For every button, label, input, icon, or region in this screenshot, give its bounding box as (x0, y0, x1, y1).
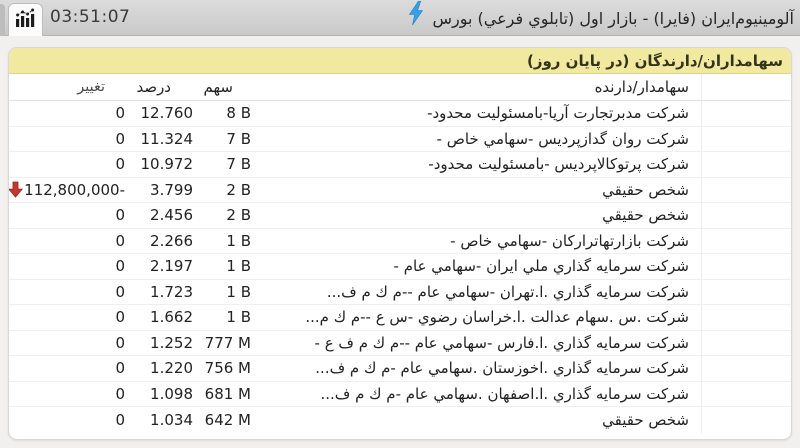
change-value: 0 (115, 410, 125, 429)
gutter-cell (701, 407, 791, 433)
gutter-cell (701, 152, 791, 177)
change-cell (9, 382, 129, 407)
change-cell (9, 305, 129, 330)
shares-cell: 7 B (226, 129, 251, 148)
holder-name-cell: شرکت سرمايه گذاري ملي ايران -سهامي عام - (393, 257, 689, 276)
change-cell (9, 356, 129, 381)
gutter-cell (701, 229, 791, 254)
change-value: 0 (115, 257, 125, 276)
percent-cell: 12.760 (140, 104, 193, 123)
window-title: آلومينيوم‌ايران (فايرا) - بازار اول (تابلوي فرعي) بورس (432, 8, 794, 28)
shareholder-row[interactable] (9, 280, 791, 306)
holder-name-cell: شرکت بازارتهاتراركان -سهامي خاص - (450, 231, 689, 250)
percent-cell: 1.662 (150, 308, 193, 327)
holder-name-cell: شخص حقيقي (602, 206, 689, 225)
change-value: 0 (115, 359, 125, 378)
shareholder-row[interactable] (9, 152, 791, 178)
down-arrow-icon (17, 156, 34, 173)
down-arrow-icon (17, 207, 34, 224)
change-value: 0 (115, 155, 125, 174)
change-value: 0 (115, 231, 125, 250)
change-value: 0 (115, 308, 125, 327)
down-arrow-icon (17, 232, 34, 249)
percent-cell: 1.098 (150, 384, 193, 403)
shares-cell: 7 B (226, 155, 251, 174)
shareholder-row[interactable] (9, 331, 791, 357)
column-header-shares: سهم (203, 78, 233, 96)
change-cell (9, 254, 129, 279)
shares-cell: 2 B (226, 180, 251, 199)
down-arrow-icon (17, 309, 34, 326)
holder-name-cell: شرکت پرتوکالاپرديس -بامسئوليت محدود- (428, 155, 689, 174)
shares-cell: 1 B (226, 231, 251, 250)
gutter-cell (701, 127, 791, 152)
gutter-cell (701, 331, 791, 356)
gutter-cell (701, 356, 791, 381)
percent-cell: 1.034 (150, 410, 193, 429)
gutter-cell (701, 280, 791, 305)
change-cell (9, 331, 129, 356)
shareholder-row[interactable] (9, 254, 791, 280)
down-arrow-icon (17, 130, 34, 147)
holder-name-cell: شرکت روان گدازپرديس -سهامي خاص - (436, 129, 689, 148)
shareholders-table-body (9, 101, 791, 433)
partial-tab[interactable] (0, 4, 5, 36)
holder-name-cell: شرکت سرمايه گذاري .ا.اصفهان .سهامي عام -م ك م ف... (320, 384, 689, 403)
shareholders-panel (8, 47, 792, 440)
change-value: 0 (115, 384, 125, 403)
holder-name-cell: شخص حقيقي (602, 410, 689, 429)
change-cell (9, 229, 129, 254)
shares-cell: 642 M (204, 410, 251, 429)
down-arrow-icon (17, 360, 34, 377)
shares-cell: 2 B (226, 206, 251, 225)
lightning-bolt-icon (408, 7, 424, 29)
shareholder-row[interactable] (9, 203, 791, 229)
holder-name-cell: شرکت سرمايه گذاري .ا.تهران -سهامي عام --م ك م ف... (326, 282, 689, 301)
shares-cell: 1 B (226, 308, 251, 327)
gutter-cell (701, 203, 791, 228)
column-header-percent: درصد (136, 78, 171, 96)
table-header-row (9, 74, 791, 101)
chart-tab-button[interactable] (8, 3, 43, 36)
shares-cell: 1 B (226, 282, 251, 301)
column-header-change: تغيير (77, 79, 105, 95)
shareholder-row[interactable] (9, 127, 791, 153)
down-arrow-icon (17, 105, 34, 122)
shares-cell: 8 B (226, 104, 251, 123)
shares-cell: 1 B (226, 257, 251, 276)
percent-cell: 1.220 (150, 359, 193, 378)
change-value: 112,800,000- (24, 180, 125, 199)
top-bar (0, 0, 800, 36)
shareholder-row[interactable] (9, 407, 791, 433)
shareholder-row[interactable] (9, 178, 791, 204)
gutter-cell (701, 101, 791, 126)
shareholder-row[interactable] (9, 229, 791, 255)
section-title: سهامداران/دارندگان (در پايان روز) (526, 51, 783, 70)
holder-name-cell: شرکت سرمايه گذاري .اخوزستان .سهامي عام -م ك م ف... (315, 359, 689, 378)
down-arrow-icon (17, 283, 34, 300)
percent-cell: 2.266 (150, 231, 193, 250)
percent-cell: 11.324 (140, 129, 193, 148)
down-arrow-icon (17, 258, 34, 275)
percent-cell: 1.723 (150, 282, 193, 301)
change-value: 0 (115, 104, 125, 123)
shares-cell: 756 M (204, 359, 251, 378)
change-cell (9, 203, 129, 228)
holder-name-cell: شرکت سرمايه گذاري .ا.فارس -سهامي عام --م ك م ف ع - (314, 333, 689, 352)
gutter-cell (701, 254, 791, 279)
change-cell (9, 101, 129, 126)
change-value: 0 (115, 206, 125, 225)
change-cell (9, 127, 129, 152)
down-arrow-icon (17, 411, 34, 428)
change-cell (9, 407, 129, 433)
chart-icon (13, 7, 39, 33)
gutter-cell (701, 305, 791, 330)
shareholder-row[interactable] (9, 382, 791, 408)
holder-name-cell: شرکت .س .سهام عدالت .ا.خراسان رضوي -س ع --م ك م... (305, 308, 689, 327)
percent-cell: 3.799 (150, 180, 193, 199)
shareholder-row[interactable] (9, 305, 791, 331)
column-header-holder: سهامدار/دارنده (594, 78, 689, 96)
percent-cell: 2.456 (150, 206, 193, 225)
change-value: 0 (115, 333, 125, 352)
holder-name-cell: شخص حقيقي (602, 180, 689, 199)
section-header[interactable] (9, 48, 791, 74)
gutter-cell (701, 382, 791, 407)
change-cell (9, 152, 129, 177)
holder-name-cell: شرکت مدبرتجارت آريا-بامسئوليت محدود- (427, 104, 689, 123)
change-value: 0 (115, 282, 125, 301)
percent-cell: 1.252 (150, 333, 193, 352)
shares-cell: 681 M (204, 384, 251, 403)
percent-cell: 10.972 (140, 155, 193, 174)
shareholder-row[interactable] (9, 101, 791, 127)
gutter-cell (701, 178, 791, 203)
clock-time: 03:51:07 (50, 7, 131, 27)
change-cell (9, 280, 129, 305)
shareholder-row[interactable] (9, 356, 791, 382)
change-cell (9, 178, 129, 203)
percent-cell: 2.197 (150, 257, 193, 276)
shares-cell: 777 M (204, 333, 251, 352)
change-value: 0 (115, 129, 125, 148)
down-arrow-icon (17, 385, 34, 402)
down-arrow-icon (8, 181, 24, 198)
gutter-column (701, 74, 791, 100)
down-arrow-icon (17, 334, 34, 351)
